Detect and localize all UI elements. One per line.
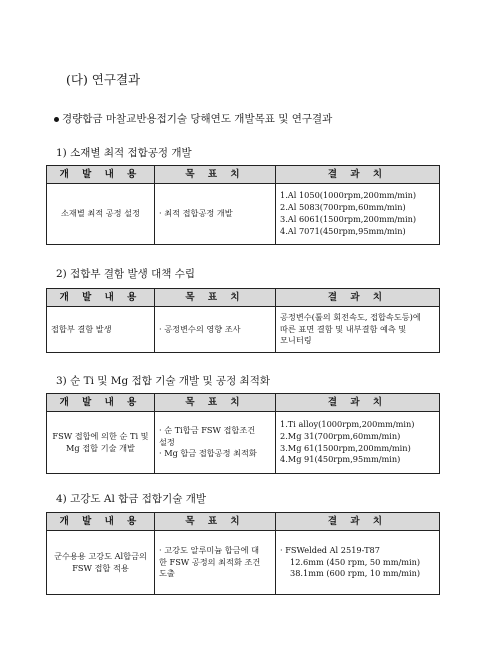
col-header-content: 개 발 내 용 <box>47 513 155 531</box>
col-header-target: 목 표 치 <box>155 166 276 184</box>
col-header-result: 결 과 치 <box>276 513 440 531</box>
target-cell: · 고강도 알루미늄 합금에 대 한 FSW 공정의 최적화 조건 도출 <box>155 531 276 595</box>
table-header-row <box>47 394 440 412</box>
bullet-heading-text: 경량합금 마찰교반용접기술 당해연도 개발목표 및 연구결과 <box>62 113 333 125</box>
col-header-result: 결 과 치 <box>276 166 440 184</box>
result-table-1 <box>46 165 440 245</box>
table-row <box>47 184 440 245</box>
content-cell: 군수용용 고강도 Al합금의 FSW 접합 적용 <box>47 531 155 595</box>
target-cell: · 최적 접합공정 개발 <box>155 184 276 245</box>
result-cell: 공정변수(툴의 회전속도, 접합속도등)에 따른 표면 결함 및 내부결함 예측 및 모니터링 <box>276 307 440 353</box>
bullet-heading <box>54 111 332 126</box>
result-cell: · FSWelded Al 2519-T87 12.6mm (450 rpm, 50 mm/min) 38.1mm (600 rpm, 10 mm/min) <box>276 531 440 595</box>
content-cell: 소재별 최적 공정 설정 <box>47 184 155 245</box>
col-header-target: 목 표 치 <box>155 289 276 307</box>
target-cell: · 순 Ti합금 FSW 접합조건 설정 · Mg 합금 접합공정 최적화 <box>155 412 276 474</box>
table-header-row <box>47 166 440 184</box>
result-table-2 <box>46 288 440 353</box>
bullet-dot-icon <box>54 117 59 122</box>
subsection-heading-1: 1) 소재별 최적 접합공정 개발 <box>56 147 192 159</box>
col-header-result: 결 과 치 <box>276 394 440 412</box>
col-header-target: 목 표 치 <box>155 394 276 412</box>
table-row <box>47 531 440 595</box>
table-row <box>47 412 440 474</box>
result-table-4 <box>46 512 440 595</box>
content-cell: FSW 접합에 의한 순 Ti 및 Mg 접합 기술 개발 <box>47 412 155 474</box>
result-table-3 <box>46 393 440 474</box>
col-header-content: 개 발 내 용 <box>47 289 155 307</box>
subsection-heading-3: 3) 순 Ti 및 Mg 접합 기술 개발 및 공정 최적화 <box>56 375 270 387</box>
target-cell: · 공정변수의 영향 조사 <box>155 307 276 353</box>
content-cell: 접합부 결함 발생 <box>47 307 155 353</box>
result-cell: 1.Al 1050(1000rpm,200mm/min) 2.Al 5083(700rpm,60mm/min) 3.Al 6061(1500rpm,200mm/min) 4.Al 7071(450rpm,95mm/min) <box>276 184 440 245</box>
col-header-content: 개 발 내 용 <box>47 394 155 412</box>
table-row <box>47 307 440 353</box>
section-title: (다) 연구결과 <box>66 72 141 87</box>
subsection-heading-4: 4) 고강도 Al 합금 접합기술 개발 <box>56 493 206 505</box>
col-header-target: 목 표 치 <box>155 513 276 531</box>
subsection-heading-2: 2) 접합부 결함 발생 대책 수립 <box>56 268 196 280</box>
result-cell: 1.Ti alloy(1000rpm,200mm/min) 2.Mg 31(700rpm,60mm/min) 3.Mg 61(1500rpm,200mm/min) 4.Mg 91(450rpm,95mm/min) <box>276 412 440 474</box>
table-header-row <box>47 513 440 531</box>
col-header-content: 개 발 내 용 <box>47 166 155 184</box>
col-header-result: 결 과 치 <box>276 289 440 307</box>
table-header-row <box>47 289 440 307</box>
